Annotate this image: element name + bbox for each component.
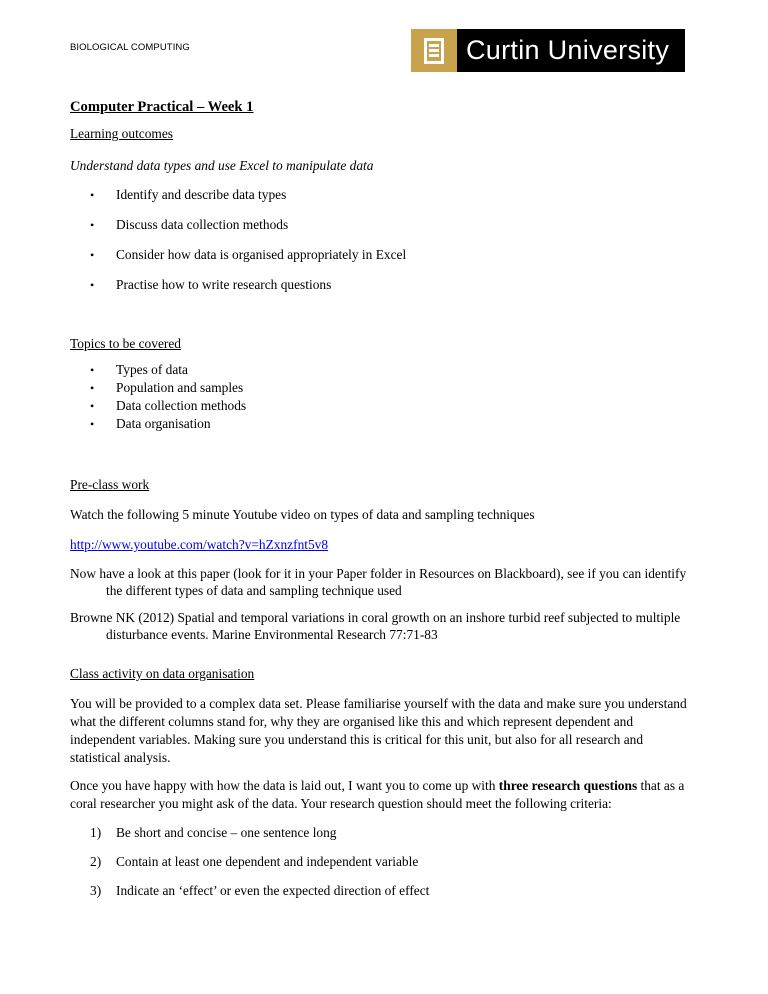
header-label: BIOLOGICAL COMPUTING [70, 42, 190, 53]
preclass-heading: Pre-class work [70, 477, 150, 492]
bullet-icon: • [90, 399, 95, 413]
curtin-logo [411, 29, 685, 72]
list-item: • Data organisation [90, 416, 211, 431]
criteria-list [70, 824, 690, 900]
list-item: • Types of data [90, 362, 188, 377]
preclass-instruction: Watch the following 5 minute Youtube video on types of data and sampling techniques [70, 507, 535, 522]
paper-reference: Browne NK (2012) Spatial and temporal variations in coral growth on an inshore turbid reef subjected to multiple disturbance events. Marine Environmental Research 77:71-83 [70, 610, 681, 642]
topics-heading: Topics to be covered [70, 336, 181, 351]
list-item: • Discuss data collection methods [90, 217, 289, 232]
bullet-icon: • [90, 381, 95, 395]
bullet-icon: • [90, 248, 95, 262]
class-activity-paragraph: You will be provided to a complex data set. Please familiarise yourself with the data and make sure you understand what the different columns stand for, why they are organised like this and which represent dependent and independent variables. Making sure you understand this is critical for this unit, but also for all research and statistical analysis. [70, 696, 687, 765]
bullet-icon: • [90, 363, 95, 377]
list-item: 1) Be short and concise – one sentence long [90, 825, 337, 840]
topics-list [70, 361, 690, 433]
list-item: • Population and samples [90, 380, 244, 395]
list-item: 2) Contain at least one dependent and independent variable [90, 854, 419, 869]
list-item: • Consider how data is organised appropriately in Excel [90, 247, 407, 262]
learning-outcomes-list [70, 186, 690, 294]
paper-instruction: Now have a look at this paper (look for it in your Paper folder in Resources on Blackboard), see if you can identify the different types of data and sampling technique used [70, 566, 687, 598]
page-title: Computer Practical – Week 1 [70, 99, 254, 115]
bullet-icon: • [90, 278, 95, 292]
research-question-paragraph: Once you have happy with how the data is laid out, I want you to come up with three research questions that as a coral researcher you might ask of the data. Your research question should meet the following criteria: [70, 778, 685, 811]
research-question-emphasis: three research questions [498, 778, 638, 793]
youtube-link[interactable]: http://www.youtube.com/watch?v=hZxnzfnt5v8 [70, 537, 329, 552]
list-item: • Practise how to write research questions [90, 277, 332, 292]
crest-icon [411, 29, 457, 72]
logo-text: Curtin University [466, 35, 670, 65]
list-item: 3) Indicate an ‘effect’ or even the expected direction of effect [90, 883, 430, 898]
document-body [70, 99, 690, 900]
learning-outcomes-heading: Learning outcomes [70, 126, 173, 141]
learning-outcomes-intro: Understand data types and use Excel to manipulate data [70, 158, 374, 173]
list-item: • Data collection methods [90, 398, 247, 413]
list-item: • Identify and describe data types [90, 187, 287, 202]
bullet-icon: • [90, 218, 95, 232]
bullet-icon: • [90, 417, 95, 431]
class-activity-heading: Class activity on data organisation [70, 666, 255, 681]
bullet-icon: • [90, 188, 95, 202]
